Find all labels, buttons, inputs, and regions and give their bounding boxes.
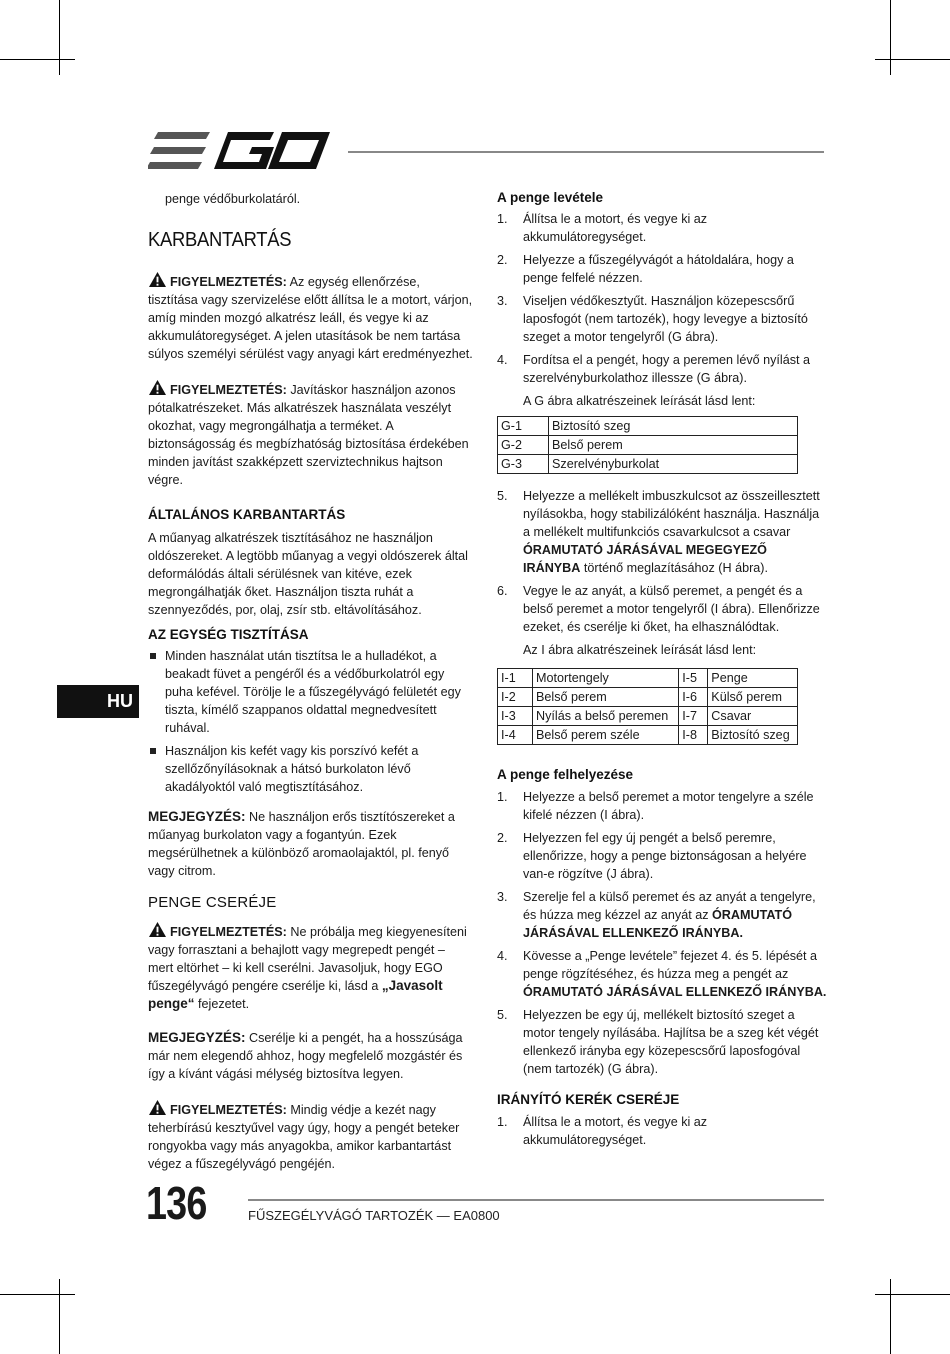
blade-removal-title: A penge levétele xyxy=(497,190,604,205)
warning-icon xyxy=(148,271,167,288)
list-item: 2. Helyezze a fűszegélyvágót a hátoldalára, hogy a penge felfelé nézzen. xyxy=(497,253,794,285)
footer-product-name: FŰSZEGÉLYVÁGÓ TARTOZÉK — EA0800 xyxy=(248,1208,500,1223)
warning-2 xyxy=(148,379,473,489)
footer-rule xyxy=(248,1199,824,1201)
list-item: 4. Fordítsa el a pengét, hogy a peremen lévő nyílást a szerelvényburkolathoz illessze (G ábra). xyxy=(497,353,811,385)
list-item: 1. Állítsa le a motort, és vegye ki az akkumulátoregységet. xyxy=(497,212,708,244)
g-table-intro: A G ábra alkatrészeinek leírását lásd lent: xyxy=(523,394,756,408)
crop-mark xyxy=(890,0,891,75)
header-rule xyxy=(348,151,824,153)
table-row: G-3 Szerelvényburkolat xyxy=(498,455,798,474)
warning-icon xyxy=(148,1099,167,1116)
intro-text: penge védőburkolatáról. xyxy=(165,192,301,206)
list-item: 2. Helyezzen fel egy új pengét a belső peremre, ellenőrizze, hogy a penge biztonságosan a helyére van-e rögzítve (J ábra). xyxy=(497,831,807,881)
right-column xyxy=(497,190,827,1149)
page-number: 136 xyxy=(146,1177,207,1229)
general-maintenance-text: A műanyag alkatrészek tisztításához ne használjon oldószereket. A legtöbb műanyag a vegyi oldószerek által deformálódás általi sérülésnek van kitéve, ezek megrongálhatják őket. Használjon tiszta ruhát a szennyeződés, por, olaj, zsír stb. eltávolításához. xyxy=(148,531,468,617)
general-maintenance-title: ÁLTALÁNOS KARBANTARTÁS xyxy=(148,507,346,522)
list-item: 1. Helyezze a belső peremet a motor tengelyre a széle kifelé nézzen (I ábra). xyxy=(497,790,814,822)
removal-steps xyxy=(497,210,827,387)
warning-icon xyxy=(148,921,167,938)
crop-mark xyxy=(890,1279,891,1354)
crop-mark xyxy=(0,1294,75,1295)
warning-label: FIGYELMEZTETÉS: xyxy=(170,925,287,939)
language-tab: HU xyxy=(57,685,139,718)
table-row: I-4 Belső perem széle I-8 Biztosító szeg xyxy=(498,726,798,745)
table-row: I-2 Belső perem I-6 Külső perem xyxy=(498,688,798,707)
crop-mark xyxy=(59,1279,60,1354)
note-1: MEGJEGYZÉS: Ne használjon erős tisztítószereket a műanyag burkolaton vagy a fogantyún. Ezek megsérülhetnek a különböző aromaolajaktól, pl. fenyő vagy citrom. xyxy=(148,809,455,878)
cleaning-title: AZ EGYSÉG TISZTÍTÁSA xyxy=(148,627,309,642)
i-parts-table xyxy=(497,668,798,745)
table-row: I-3 Nyílás a belső peremen I-7 Csavar xyxy=(498,707,798,726)
warning-3: FIGYELMEZTETÉS: Ne próbálja meg kiegyenesíteni vagy forrasztani a behajlott vagy megrepedt pengét – mert eltörhet – ki kell cserélni. Javasoljuk, hogy EGO fűszegélyvágó pengére cserélje ki, lásd a „Javasolt penge“ fejezetet. xyxy=(148,921,473,1013)
crop-mark xyxy=(0,59,75,60)
note-label: MEGJEGYZÉS: xyxy=(148,809,246,824)
list-item: 1. Állítsa le a motort, és vegye ki az akkumulátoregységet. xyxy=(497,1115,708,1147)
note-label: MEGJEGYZÉS: xyxy=(148,1030,246,1045)
crop-mark xyxy=(875,1294,950,1295)
warning-label: FIGYELMEZTETÉS: xyxy=(170,1103,287,1117)
ego-logo xyxy=(148,128,333,174)
table-row: G-1 Biztosító szeg xyxy=(498,417,798,436)
crop-mark xyxy=(875,59,950,60)
list-item: Használjon kis kefét vagy kis porszívó kefét a szellőzőnyílásoknak a hátsó burkolaton lévő akadályoktól való megtisztításához. xyxy=(148,742,473,796)
list-item: 5. Helyezze a mellékelt imbuszkulcsot az összeillesztett nyílásokba, hogy stabilizálóként használja. Használja a mellékelt multifunkciós csavarkulcsot a csavar ÓRAMUTATÓ JÁRÁSÁVAL MEGEGYEZŐ IRÁNYBA történő meglazításához (H ábra). xyxy=(497,489,820,575)
note-2: MEGJEGYZÉS: Cserélje ki a pengét, ha a hosszúsága már nem elegendő ahhoz, hogy megfelelő mozgástér és így a kívánt vágási mélység biztosítva legyen. xyxy=(148,1030,463,1081)
wheel-replacement-title: IRÁNYÍTÓ KERÉK CSERÉJE xyxy=(497,1092,680,1107)
list-item: 3. Szerelje fel a külső peremet és az anyát a tengelyre, és húzza meg kézzel az anyát az ÓRAMUTATÓ JÁRÁSÁVAL ELLENKEZŐ IRÁNYBA. xyxy=(497,890,816,940)
install-steps xyxy=(497,788,827,1078)
blade-install-title: A penge felhelyezése xyxy=(497,767,634,782)
warning-icon xyxy=(148,379,167,396)
i-table-intro: Az I ábra alkatrészeinek leírását lásd lent: xyxy=(523,643,757,657)
bullet-icon xyxy=(150,653,156,659)
bullet-icon xyxy=(150,748,156,754)
warning-1 xyxy=(148,271,473,363)
left-column xyxy=(148,190,473,1173)
list-item: 4. Kövesse a „Penge levétele” fejezet 4. és 5. lépését a penge rögzítéséhez, és húzza meg a pengét az ÓRAMUTATÓ JÁRÁSÁVAL ELLENKEZŐ IRÁNYBA. xyxy=(497,949,827,999)
cleaning-list xyxy=(148,647,473,796)
blade-replacement-title: PENGE CSERÉJE xyxy=(148,894,277,911)
warning-4: FIGYELMEZTETÉS: Mindig védje a kezét nagy teherbírású kesztyűvel vagy úgy, hogy a pengét beteker rongyokba vagy más anyagokba, amikor karbantartást végez a fűszegélyvágó pengéjén. xyxy=(148,1099,473,1173)
recommended-blade-ref: „Javasolt penge“ xyxy=(148,978,443,1011)
maintenance-title: KARBANTARTÁS xyxy=(148,229,292,251)
warning-text: Javításkor használjon azonos pótalkatrészeket. Más alkatrészek használata veszélyt okozhat, vagy megrongálhatja a terméket. A biztonságosság és megbízhatóság biztosítása érdekében minden javítást szakképzett szerviztechnikus hajtson végre. xyxy=(148,383,469,487)
g-parts-table xyxy=(497,416,798,474)
crop-mark xyxy=(59,0,60,75)
list-item: 3. Viseljen védőkesztyűt. Használjon közepescsőrű laposfogót (nem tartozék), hogy levegye a biztosító szeget a motor tengelyről (G ábra). xyxy=(497,294,808,344)
warning-label: FIGYELMEZTETÉS: xyxy=(170,383,287,397)
list-item: Minden használat után tisztítsa le a hulladékot, a beakadt füvet a pengéről és a védőburkolatról egy puha kefével. Törölje le a fűszegélyvágó felületét egy tiszta, kímélő szappanos oldattal megnedvesített ruhával. xyxy=(148,647,473,737)
warning-label: FIGYELMEZTETÉS: xyxy=(170,275,287,289)
table-row: I-1 Motortengely I-5 Penge xyxy=(498,669,798,688)
list-item: 5. Helyezzen be egy új, mellékelt biztosító szeget a motor tengely nyílásába. Hajlítsa be a szeg két végét ellenkező irányba egy közepescsőrű laposfogóval (nem tartozék) (G ábra). xyxy=(497,1008,819,1076)
warning-text: Az egység ellenőrzése, tisztítása vagy szervizelése előtt állítsa le a motort, várjon, amíg minden mozgó alkatrész leáll, és vegye ki az akkumulátoregységet. A jelen utasítások be nem tartása súlyos személyi sérülést vagy anyagi kárt eredményezhet. xyxy=(148,275,473,361)
table-row: G-2 Belső perem xyxy=(498,436,798,455)
list-item: 6. Vegye le az anyát, a külső peremet, a pengét és a belső peremet a motor tengelyről (I ábra). Ellenőrizze ezeket, és cserélje ki őket, ha elhasználódtak. xyxy=(497,584,820,634)
